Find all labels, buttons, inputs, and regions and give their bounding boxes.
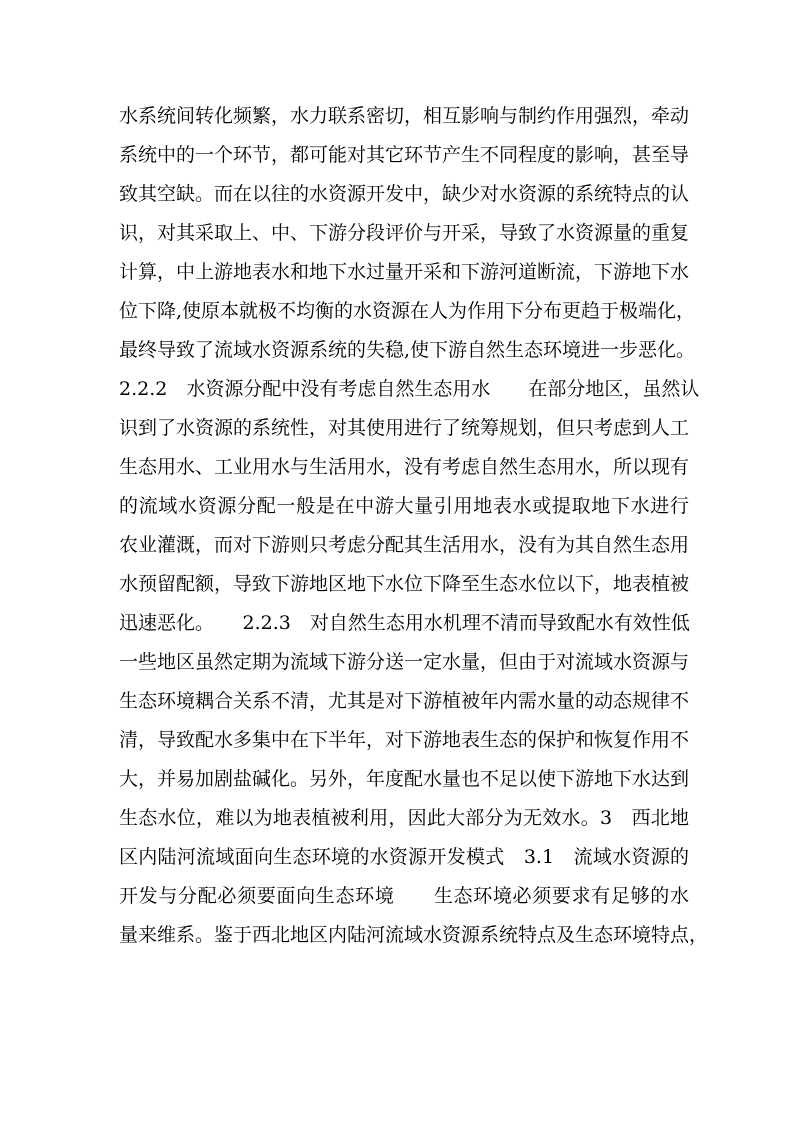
text-line: 致其空缺。而在以往的水资源开发中，缺少对水资源的系统特点的认 [119,183,690,205]
text-line: 一些地区虽然定期为流域下游分送一定水量，但由于对流域水资源与 [119,651,690,673]
text-line: 生态用水、工业用水与生活用水，没有考虑自然生态用水，所以现有 [119,456,690,478]
text-line: 识，对其采取上、中、下游分段评价与开采，导致了水资源量的重复 [119,222,690,244]
section-heading-line: 迅速恶化。 2.2.3 对自然生态用水机理不清而导致配水有效性低 [119,612,690,634]
text-line: 识到了水资源的系统性，对其使用进行了统筹规划，但只考虑到人工 [119,417,690,439]
section-heading-line: 生态水位，难以为地表植被利用，因此大部分为无效水。3 西北地 [119,807,689,829]
text-line: 农业灌溉，而对下游则只考虑分配其生活用水，没有为其自然生态用 [119,534,690,556]
body-text [119,97,709,955]
text-line: 生态环境耦合关系不清，尤其是对下游植被年内需水量的动态规律不 [119,690,690,712]
text-line: 位下降,使原本就极不均衡的水资源在人为作用下分布更趋于极端化， [119,300,696,322]
text-line: 最终导致了流域水资源系统的失稳,使下游自然生态环境进一步恶化。 [119,339,696,361]
section-heading-line: 区内陆河流域面向生态环境的水资源开发模式 3.1 流域水资源的 [119,846,689,868]
text-line: 系统中的一个环节，都可能对其它环节产生不同程度的影响，甚至导 [119,144,690,166]
section-heading-line: 开发与分配必须要面向生态环境 生态环境必须要求有足够的水 [119,885,689,907]
text-line: 水系统间转化频繁，水力联系密切，相互影响与制约作用强烈，牵动 [119,105,690,127]
text-line: 大，并易加剧盐碱化。另外，年度配水量也不足以使下游地下水达到 [119,768,690,790]
text-line: 清，导致配水多集中在下半年，对下游地表生态的保护和恢复作用不 [119,729,690,751]
text-line: 的流域水资源分配一般是在中游大量引用地表水或提取地下水进行 [119,495,689,517]
section-heading-line: 2.2.2 水资源分配中没有考虑自然生态用水 在部分地区，虽然认 [119,378,700,400]
text-line: 量来维系。鉴于西北地区内陆河流域水资源系统特点及生态环境特点， [119,924,709,946]
text-line: 计算，中上游地表水和地下水过量开采和下游河道断流，下游地下水 [119,261,690,283]
text-line: 水预留配额，导致下游地区地下水位下降至生态水位以下，地表植被 [119,573,690,595]
